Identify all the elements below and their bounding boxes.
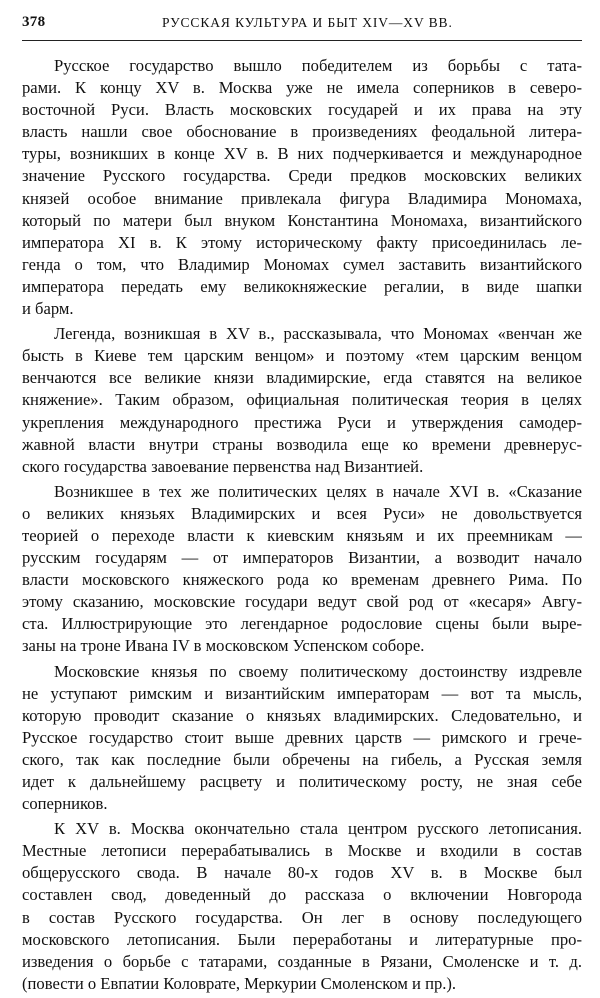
text-line: соперников.: [22, 794, 108, 814]
text-line: генда о том, что Владимир Мономах сумел заставить византийского: [22, 254, 582, 274]
text-line: составлен свод, доведенный до рассказа о включении Новгорода: [22, 885, 582, 905]
text-line: Московские князья по своему политическому достоинству издревле: [54, 661, 582, 681]
text-line: заны на троне Ивана IV в московском Успенском соборе.: [22, 636, 425, 656]
text-line: восточной Руси. Власть московских государей и их права на эту: [22, 100, 582, 120]
text-line: которую проводит сказание о князьях владимирских. Следовательно, и: [22, 705, 582, 725]
text-line: бысть в Киеве тем царским венцом» и поэтому «тем царским венцом: [22, 346, 582, 366]
text-line: власти московского княжеского рода ко временам древнего Рима. По: [22, 570, 582, 590]
text-line: о великих князьях Владимирских и всея Руси» не довольствуется: [22, 503, 582, 523]
text-line: идет к дальнейшему расцвету и политическому росту, не зная себе: [22, 772, 582, 791]
text-line: Местные летописи перерабатывались в Москве и входили в состав: [22, 841, 582, 861]
text-line: ского государства завоевание первенства над Византией.: [22, 456, 424, 476]
paragraph: [22, 481, 582, 658]
text-line: и барм.: [22, 299, 74, 319]
text-line: не уступают римским и византийским императорам — вот та мысль,: [22, 683, 582, 703]
text-line: московского летописания. Были переработаны и литературные про-: [22, 929, 582, 949]
text-line: который по матери был внуком Константина Мономаха, византийского: [22, 210, 582, 230]
text-line: К XV в. Москва окончательно стала центром русского летописания.: [54, 819, 582, 839]
body-text: [22, 55, 582, 998]
text-line: общерусского свода. В начале 80-х годов XV в. в Москве был: [22, 863, 582, 883]
paragraph: [22, 55, 582, 320]
paragraph: [22, 661, 582, 816]
text-line: императора передать ему великокняжеские регалии, в виде шапки: [22, 276, 582, 296]
text-line: Легенда, возникшая в XV в., рассказывала, что Мономах «венчан же: [54, 324, 582, 344]
running-title: РУССКАЯ КУЛЬТУРА И БЫТ XIV—XV ВВ.: [162, 15, 453, 30]
text-line: Русское государство вышло победителем из борьбы с тата-: [54, 56, 582, 75]
paragraph: [22, 818, 582, 995]
page-number: 378: [22, 14, 46, 30]
text-line: этому сказанию, московские государи ведут свой род от «кесаря» Авгу-: [22, 592, 582, 612]
text-line: в состав Русского государства. Он лег в основу последующего: [22, 907, 582, 927]
text-line: жавной власти внутри страны возводила еще ко времени древнерус-: [22, 434, 582, 454]
text-line: изведения о борьбе с татарами, созданные в Рязани, Смоленске и т. д.: [22, 951, 582, 971]
running-head: [22, 14, 582, 34]
paragraph: [22, 323, 582, 478]
text-line: императора XI в. К этому историческому факту присоединилась ле-: [22, 232, 582, 252]
text-line: значение Русского государства. Среди предков московских великих: [22, 166, 582, 186]
text-line: (повести о Евпатии Коловрате, Меркурии Смоленском и пр.).: [22, 973, 457, 993]
text-line: туры, возникших в конце XV в. В них подчеркивается и международное: [22, 144, 582, 164]
header-rule: [22, 40, 582, 41]
text-line: укрепления международного престижа Руси и утверждения самодер-: [22, 412, 582, 432]
text-line: ского, так как последние были обречены на гибель, а Русская земля: [22, 749, 582, 769]
text-line: Возникшее в тех же политических целях в начале XVI в. «Сказание: [54, 481, 582, 501]
text-line: ста. Иллюстрирующие это легендарное родословие сцены были выре-: [22, 614, 582, 634]
text-line: князей особое внимание привлекала фигура Владимира Мономаха,: [22, 188, 582, 208]
text-line: власть нашли свое обоснование в произведениях феодальной литера-: [22, 122, 582, 142]
text-line: рами. К концу XV в. Москва уже не имела соперников в северо-: [22, 78, 582, 98]
text-line: Русское государство стоит выше древних царств — римского и грече-: [22, 727, 582, 747]
text-line: венчаются все великие князи владимирские, егда ставятся на великое: [22, 368, 582, 388]
text-line: княжение». Таким образом, официальная политическая теория в целях: [22, 390, 582, 410]
text-line: русским государям — от императоров Византии, а возводит начало: [22, 548, 582, 568]
text-line: теорией о переходе власти к киевским князьям и их преемникам —: [22, 525, 582, 545]
